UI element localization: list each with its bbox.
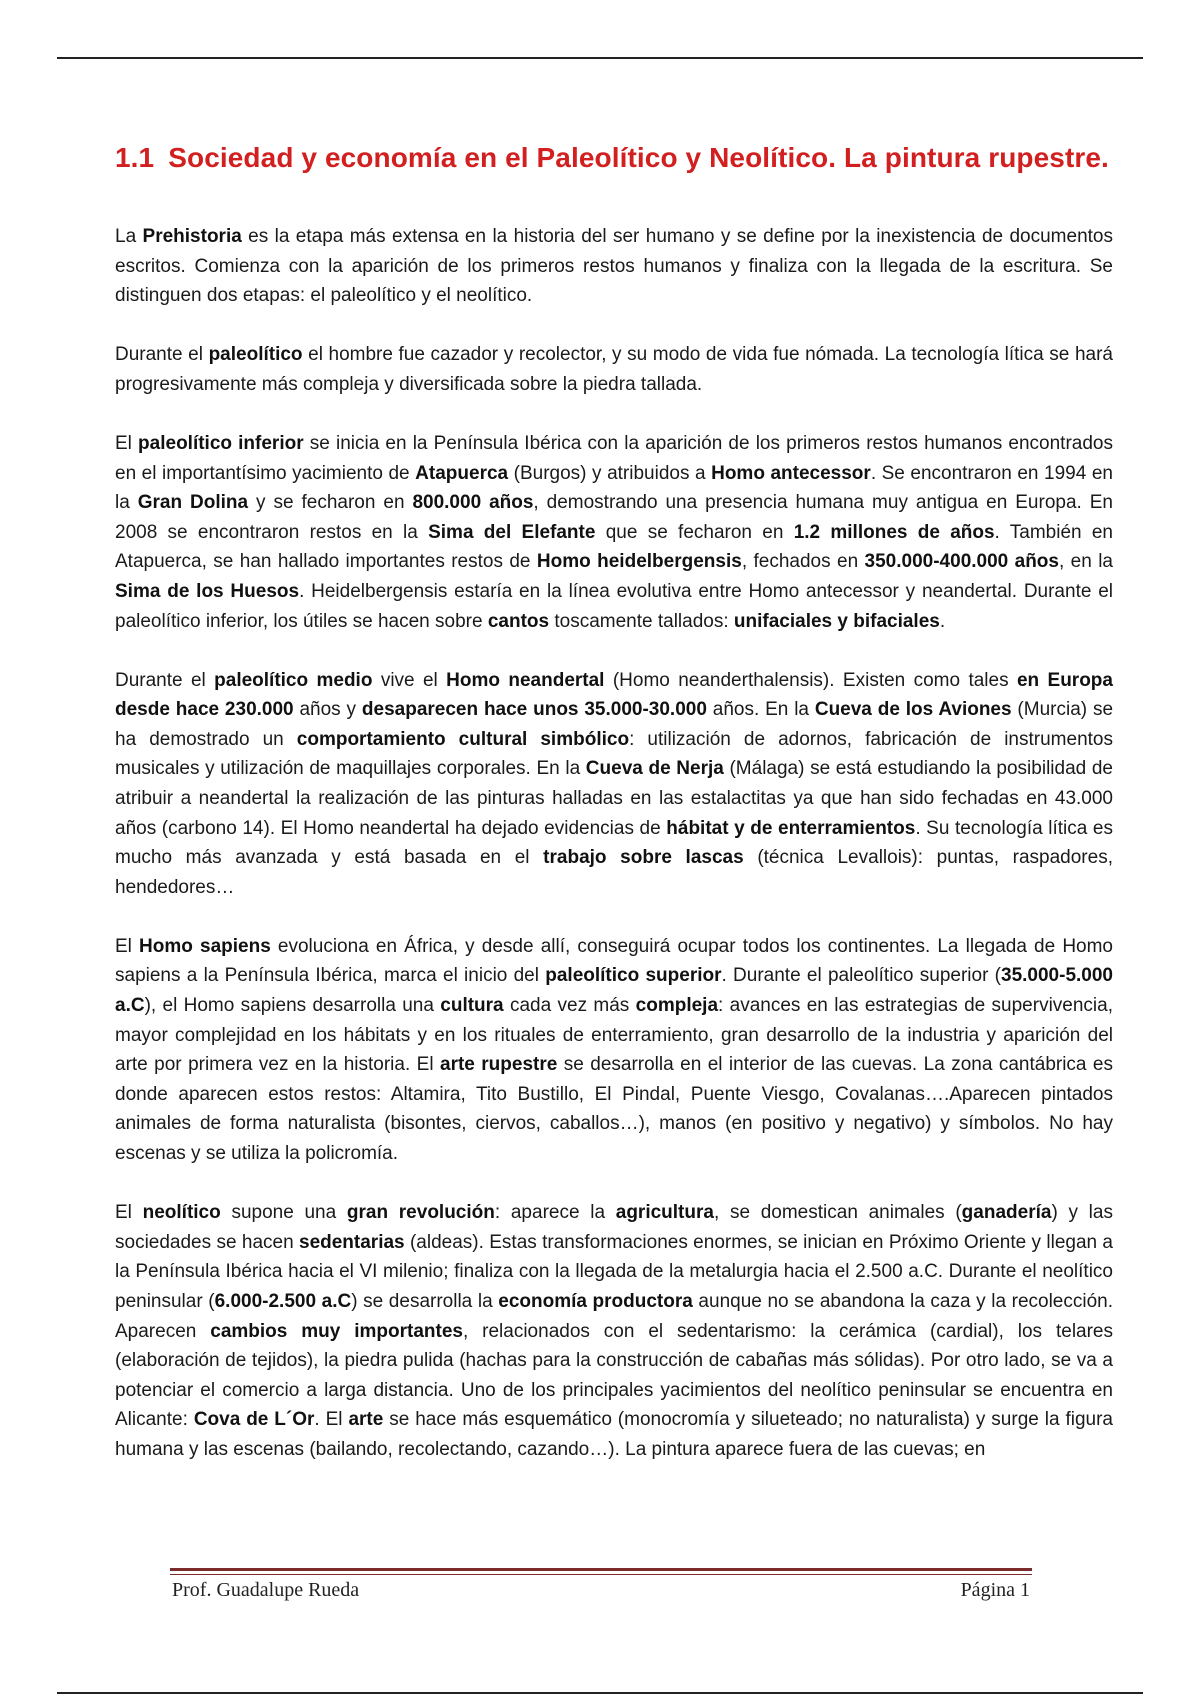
bold-term: en Europa desde hace 230.000: [115, 669, 1113, 721]
bold-term: cantos: [487, 610, 550, 632]
bold-term: Cova de L´Or: [193, 1409, 315, 1431]
bold-term: Cueva de los Aviones: [814, 699, 1012, 721]
bold-term: gran revolución: [346, 1202, 495, 1224]
paragraph: El paleolítico inferior se inicia en la Península Ibérica con la aparición de los primeros restos humanos encontrados en el importantísimo yacimiento de Atapuerca (Burgos) y atribuidos a Homo antecessor. Se encontraron en 1994 en la Gran Dolina y se fecharon en 800.000 años, demostrando una presencia humana muy antigua en Europa. En 2008 se encontraron restos en la Sima del Elefante que se fecharon en 1.2 millones de años. También en Atapuerca, se han hallado importantes restos de Homo heidelbergensis, fechados en 350.000-400.000 años, en la Sima de los Huesos. Heidelbergensis estaría en la línea evolutiva entre Homo antecessor y neandertal. Durante el paleolítico inferior, los útiles se hacen sobre cantos toscamente tallados: unifaciales y bifaciales.: [115, 432, 1113, 632]
footer-page-number: Página 1: [960, 1579, 1030, 1601]
paragraph: Durante el paleolítico medio vive el Homo neandertal (Homo neanderthalensis). Existen como tales en Europa desde hace 230.000 años y desaparecen hace unos 35.000-30.000 años. En la Cueva de los Aviones (Murcia) se ha demostrado un comportamiento cultural simbólico: utilización de adornos, fabricación de instrumentos musicales y utilización de maquillajes corporales. En la Cueva de Nerja (Málaga) se está estudiando la posibilidad de atribuir a neandertal la realización de las pinturas halladas en las estalactitas ya que han sido fechadas en 43.000 años (carbono 14). El Homo neandertal ha dejado evidencias de hábitat y de enterramientos. Su tecnología lítica es mucho más avanzada y está basada en el trabajo sobre lascas (técnica Levallois): puntas, raspadores, hendedores…: [115, 669, 1114, 898]
bold-term: 350.000-400.000 años: [864, 551, 1059, 573]
bold-term: Homo heidelbergensis: [536, 551, 742, 573]
paragraph: El neolítico supone una gran revolución: aparece la agricultura, se domestican animales (ganadería) y las sociedades se hacen sedentarias (aldeas). Estas transformaciones enormes, se inician en Próximo Oriente y llegan a la Península Ibérica hacia el VI milenio; finaliza con la llegada de la metalurgia hacia el 2.500 a.C. Durante el neolítico peninsular (6.000-2.500 a.C) se desarrolla la economía productora aunque no se abandona la caza y la recolección. Aparecen cambios muy importantes, relacionados con el sedentarismo: la cerámica (cardial), los telares (elaboración de tejidos), la piedra pulida (hachas para la construcción de cabañas más sólidas). Por otro lado, se va a potenciar el comercio a larga distancia. Uno de los principales yacimientos del neolítico peninsular se encuentra en Alicante: Cova de L´Or. El arte se hace más esquemático (monocromía y silueteado; no naturalista) y surge la figura humana y las escenas (bailando, recolectando, cazando…). La pintura aparece fuera de las cuevas; en: [115, 1202, 1114, 1460]
bold-term: economía productora: [498, 1290, 693, 1312]
footer-rule-thick: [170, 1568, 1032, 1571]
section-title-text: Sociedad y economía en el Paleolítico y Neolítico. La pintura rupestre.: [168, 142, 1109, 173]
bold-term: Gran Dolina: [137, 492, 249, 514]
bold-term: trabajo sobre lascas: [543, 847, 744, 869]
document-body: [115, 222, 1113, 1494]
bold-term: comportamiento cultural simbólico: [296, 728, 630, 750]
bold-term: paleolítico: [208, 344, 303, 366]
bold-term: Atapuerca: [415, 462, 509, 484]
bold-term: Sima del Elefante: [428, 521, 596, 543]
bold-term: 800.000 años: [412, 492, 534, 514]
bold-term: paleolítico superior: [545, 965, 722, 987]
bold-term: neolítico: [142, 1202, 221, 1224]
bold-term: unifaciales y bifaciales: [733, 610, 940, 632]
bold-term: agricultura: [615, 1202, 714, 1224]
section-title: [115, 142, 1115, 174]
bold-term: cambios muy importantes: [210, 1320, 463, 1342]
bold-term: Homo sapiens: [139, 935, 271, 957]
section-number: 1.1: [115, 142, 155, 173]
bold-term: 1.2 millones de años: [793, 521, 995, 543]
bold-term: compleja: [635, 995, 719, 1017]
bold-term: arte rupestre: [440, 1054, 558, 1076]
bold-term: Homo antecessor: [711, 462, 871, 484]
bold-term: arte: [348, 1409, 384, 1431]
bold-term: paleolítico inferior: [138, 432, 304, 454]
bold-term: hábitat y de enterramientos: [666, 817, 916, 839]
bold-term: 35.000-5.000 a.C: [115, 965, 1113, 1017]
bold-term: ganadería: [961, 1202, 1052, 1224]
page-footer: [172, 1579, 1030, 1605]
bold-term: Prehistoria: [142, 226, 242, 247]
bold-term: cultura: [440, 995, 504, 1017]
paragraph: El Homo sapiens evoluciona en África, y desde allí, conseguirá ocupar todos los continentes. La llegada de Homo sapiens a la Península Ibérica, marca el inicio del paleolítico superior. Durante el paleolítico superior (35.000-5.000 a.C), el Homo sapiens desarrolla una cultura cada vez más compleja: avances en las estrategias de supervivencia, mayor complejidad en los hábitats y en los rituales de enterramiento, gran desarrollo de la industria y aparición del arte por primera vez en la historia. El arte rupestre se desarrolla en el interior de las cuevas. La zona cantábrica es donde aparecen estos restos: Altamira, Tito Bustillo, El Pindal, Puente Viesgo, Covalanas….Aparecen pintados animales de forma naturalista (bisontes, ciervos, caballos…), manos (en positivo y negativo) y símbolos. No hay escenas y se utiliza la policromía.: [115, 935, 1114, 1165]
footer-author: Prof. Guadalupe Rueda: [172, 1579, 360, 1601]
bold-term: Sima de los Huesos: [115, 580, 300, 602]
top-rule: [57, 57, 1143, 59]
paragraph: Durante el paleolítico el hombre fue cazador y recolector, y su modo de vida fue nómada. La tecnología lítica se hará progresivamente más compleja y diversificada sobre la piedra tallada.: [115, 344, 1113, 395]
paragraph: La Prehistoria es la etapa más extensa en la historia del ser humano y se define por la inexistencia de documentos escritos. Comienza con la aparición de los primeros restos humanos y finaliza con la llegada de la escritura. Se distinguen dos etapas: el paleolítico y el neolítico.: [115, 226, 1113, 307]
bold-term: Homo neandertal: [446, 669, 605, 691]
bold-term: sedentarias: [299, 1231, 405, 1253]
footer-rule-thin: [170, 1574, 1032, 1575]
bold-term: Cueva de Nerja: [585, 758, 724, 780]
bold-term: paleolítico medio: [214, 669, 373, 691]
bottom-rule: [57, 1692, 1143, 1694]
bold-term: 6.000-2.500 a.C: [214, 1290, 352, 1312]
bold-term: desaparecen hace unos 35.000-30.000: [361, 699, 707, 721]
